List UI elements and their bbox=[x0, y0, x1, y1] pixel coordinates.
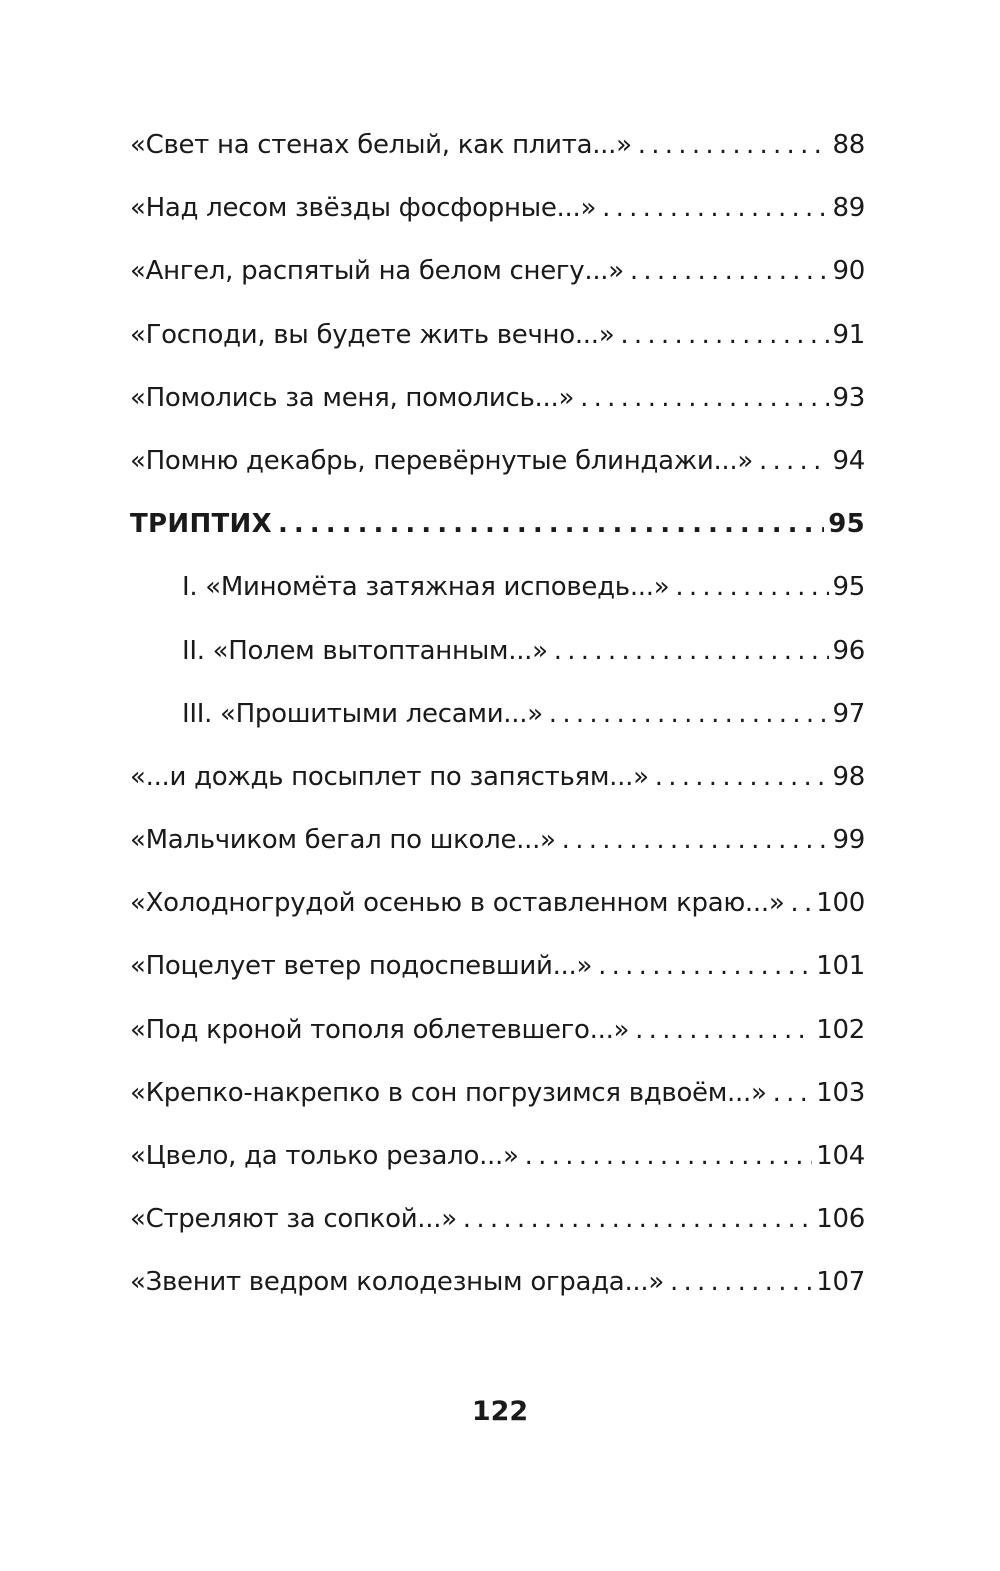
toc-entry-page: 97 bbox=[832, 698, 865, 729]
toc-entry-title: «Цвело, да только резало...» bbox=[130, 1141, 519, 1171]
toc-entry-page: 106 bbox=[816, 1204, 865, 1235]
toc-entry-title: II. «Полем вытоптанным...» bbox=[182, 635, 548, 666]
toc-entry-page: 88 bbox=[832, 130, 865, 160]
toc-subentry bbox=[130, 556, 865, 619]
toc-entry bbox=[130, 430, 865, 493]
toc-entry bbox=[130, 1062, 865, 1125]
toc-subentry bbox=[130, 683, 865, 746]
toc-entry bbox=[130, 177, 865, 240]
dot-leader bbox=[635, 999, 812, 1062]
toc-entry-page: 95 bbox=[828, 509, 865, 540]
dot-leader bbox=[670, 1251, 812, 1314]
dot-leader bbox=[630, 240, 829, 303]
dot-leader bbox=[463, 1188, 812, 1251]
dot-leader bbox=[562, 809, 829, 872]
toc-section-heading bbox=[130, 493, 865, 556]
toc-entry-title: «Крепко-накрепко в сон погрузимся вдвоём...» bbox=[130, 1077, 767, 1108]
toc-entry-page: 100 bbox=[816, 888, 865, 919]
dot-leader bbox=[278, 493, 824, 556]
page-number: 122 bbox=[471, 1396, 529, 1427]
toc-entry-page: 102 bbox=[816, 1014, 865, 1045]
toc-entry-title: «Стреляют за сопкой...» bbox=[130, 1204, 457, 1235]
dot-leader bbox=[759, 430, 829, 493]
dot-leader bbox=[554, 620, 829, 683]
toc-entry-page: 99 bbox=[832, 825, 865, 856]
toc-entry-page: 98 bbox=[832, 761, 865, 792]
toc-entry bbox=[130, 1188, 865, 1251]
toc-entry bbox=[130, 935, 865, 998]
toc-entry-title: «Ангел, распятый на белом снегу...» bbox=[130, 256, 624, 287]
toc-entry-title: «Под кроной тополя облетевшего...» bbox=[130, 1014, 630, 1045]
toc-entry-title: «Свет на стенах белый, как плита...» bbox=[130, 130, 632, 160]
toc-entry-page: 94 bbox=[832, 445, 865, 476]
toc-entry-page: 101 bbox=[816, 951, 865, 982]
toc-entry-page: 90 bbox=[832, 256, 865, 287]
dot-leader bbox=[620, 304, 828, 367]
toc-entry-title: «Помолись за меня, помолись...» bbox=[130, 382, 575, 413]
toc-entry bbox=[130, 367, 865, 430]
toc-entry-title: «...и дождь посыплет по запястьям...» bbox=[130, 761, 649, 792]
dot-leader bbox=[598, 935, 812, 998]
toc-entry-page: 96 bbox=[832, 635, 865, 666]
toc-entry-title: «Поцелует ветер подоспевший...» bbox=[130, 951, 593, 982]
toc-entry-title: «Помню декабрь, перевёрнутые блиндажи...» bbox=[130, 445, 753, 476]
toc-entry-page: 89 bbox=[832, 193, 865, 224]
toc-entry bbox=[130, 999, 865, 1062]
toc-entry-title: «Холодногрудой осенью в оставленном краю...» bbox=[130, 888, 785, 919]
dot-leader bbox=[675, 556, 828, 619]
toc-entry-title: ТРИПТИХ bbox=[130, 509, 272, 540]
toc-entry bbox=[130, 872, 865, 935]
toc-entry-page: 104 bbox=[816, 1141, 865, 1171]
toc-entry-page: 95 bbox=[832, 572, 865, 603]
toc-entry-page: 91 bbox=[832, 319, 865, 350]
dot-leader bbox=[655, 746, 829, 809]
dot-leader bbox=[602, 177, 828, 240]
toc-entry-page: 107 bbox=[816, 1267, 865, 1298]
toc-entry-page: 103 bbox=[816, 1077, 865, 1108]
dot-leader bbox=[580, 367, 828, 430]
dot-leader bbox=[525, 1125, 813, 1188]
toc-entry bbox=[130, 1251, 865, 1314]
toc-subentry bbox=[130, 620, 865, 683]
toc-entry bbox=[130, 1125, 865, 1188]
toc-entry-title: «Господи, вы будете жить вечно...» bbox=[130, 319, 615, 350]
toc-entry-title: «Мальчиком бегал по школе...» bbox=[130, 825, 556, 856]
toc-entry-title: I. «Миномёта затяжная исповедь...» bbox=[182, 572, 670, 603]
toc-entry-title: «Над лесом звёзды фосфорные...» bbox=[130, 193, 597, 224]
dot-leader bbox=[790, 872, 812, 935]
toc-entry-title: III. «Прошитыми лесами...» bbox=[182, 698, 543, 729]
toc-entry bbox=[130, 240, 865, 303]
dot-leader bbox=[549, 683, 829, 746]
table-of-contents bbox=[130, 114, 865, 1315]
toc-entry-title: «Звенит ведром колодезным ограда...» bbox=[130, 1267, 664, 1298]
toc-entry-page: 93 bbox=[832, 382, 865, 413]
toc-entry bbox=[130, 746, 865, 809]
dot-leader bbox=[773, 1062, 813, 1125]
toc-entry bbox=[130, 114, 865, 177]
dot-leader bbox=[638, 114, 829, 177]
toc-entry bbox=[130, 809, 865, 872]
toc-entry bbox=[130, 304, 865, 367]
